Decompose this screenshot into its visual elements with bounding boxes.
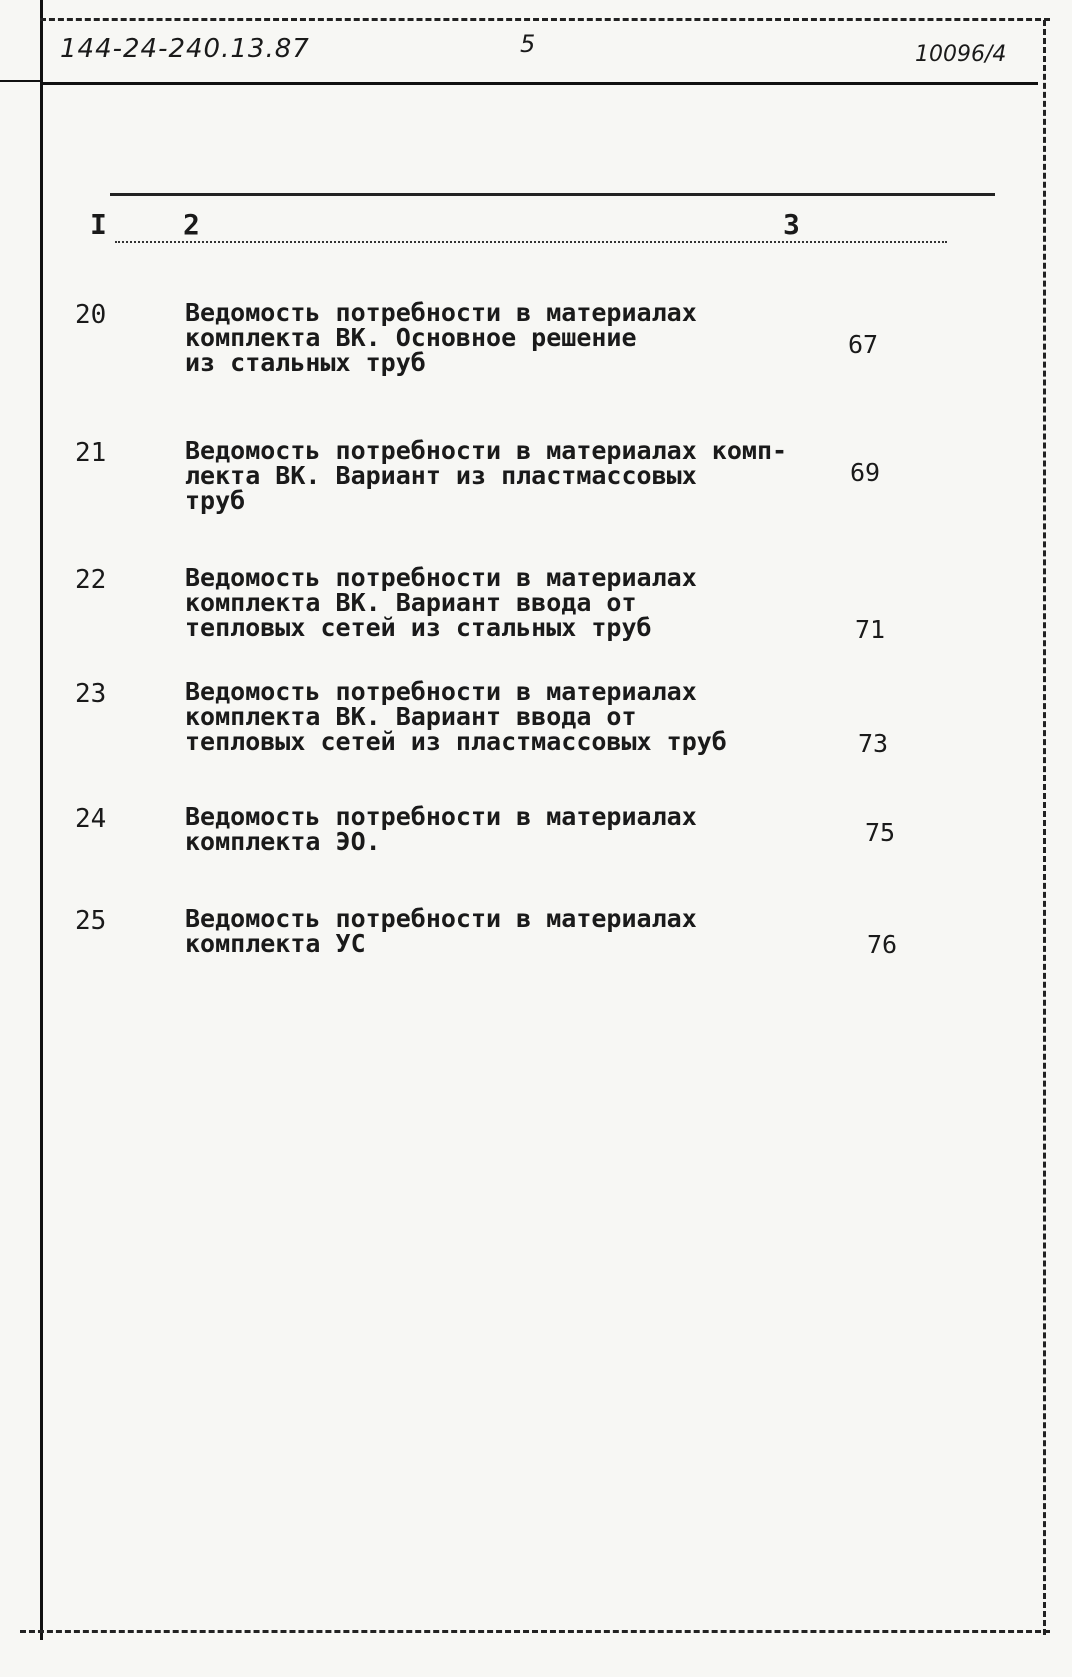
row-title: Ведомость потребности в материалах комплекта ВК. Вариант ввода от тепловых сетей из стальных труб [185, 563, 697, 642]
row-title: Ведомость потребности в материалах комплекта ВК. Вариант ввода от тепловых сетей из пластмассовых труб [185, 677, 727, 756]
frame-top-stub [0, 80, 42, 82]
row-number: 23 [75, 679, 107, 709]
sheet-reference: 10096/4 [915, 42, 1007, 67]
row-page: 71 [855, 615, 886, 644]
document-code: 144-24-240.13.87 [60, 34, 310, 64]
row-number: 21 [75, 438, 107, 468]
table-header-rule [115, 241, 947, 243]
header-divider [40, 82, 1038, 85]
frame-bottom-border [20, 1630, 1050, 1633]
row-number: 20 [75, 300, 107, 330]
row-page: 73 [858, 729, 889, 758]
row-page: 76 [867, 930, 898, 959]
column-header-2: 2 [183, 208, 200, 241]
row-title: Ведомость потребности в материалах комплекта ВК. Основное решение из стальных труб [185, 298, 697, 377]
page-number: 5 [520, 30, 536, 58]
column-header-3: 3 [783, 208, 800, 241]
frame-right-border [1043, 20, 1046, 1635]
row-page: 75 [865, 818, 896, 847]
table-top-rule [110, 193, 995, 196]
row-number: 24 [75, 804, 107, 834]
row-title: Ведомость потребности в материалах комплекта ЭО. [185, 802, 697, 856]
row-page: 67 [848, 330, 879, 359]
column-header-1: I [90, 208, 107, 241]
row-title: Ведомость потребности в материалах комплекта УС [185, 904, 697, 958]
frame-left-border [40, 0, 43, 1640]
row-page: 69 [850, 458, 881, 487]
row-title: Ведомость потребности в материалах комп- лекта ВК. Вариант из пластмассовых труб [185, 436, 788, 515]
row-number: 22 [75, 565, 107, 595]
row-number: 25 [75, 906, 107, 936]
frame-top-border [40, 18, 1050, 21]
